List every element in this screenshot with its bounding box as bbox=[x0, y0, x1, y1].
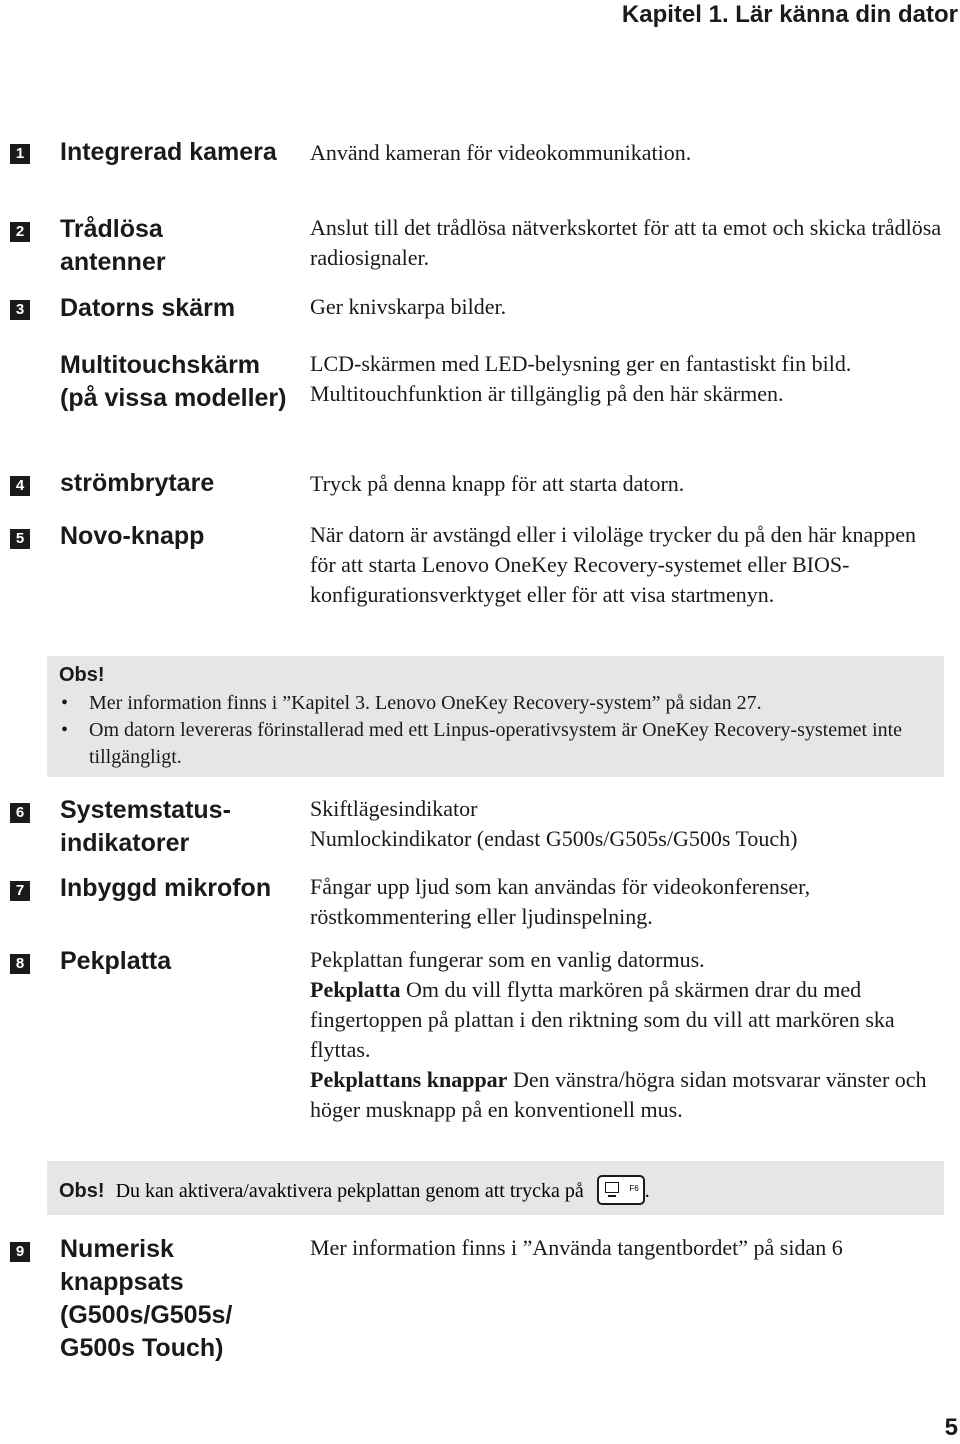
item-number: 8 bbox=[10, 954, 30, 974]
item-number: 2 bbox=[10, 222, 30, 242]
item-number: 9 bbox=[10, 1242, 30, 1262]
note-title: Obs! bbox=[59, 664, 105, 686]
touchpad-icon bbox=[605, 1182, 619, 1193]
item-number: 6 bbox=[10, 803, 30, 823]
item-number: 4 bbox=[10, 476, 30, 496]
page-number: 5 bbox=[944, 1414, 958, 1441]
chapter-header: Kapitel 1. Lär känna din dator bbox=[621, 1, 958, 28]
note-bullet-item: • Mer information finns i ”Kapitel 3. Lenovo OneKey Recovery-system” på sidan 27. bbox=[47, 690, 927, 717]
item-number: 5 bbox=[10, 529, 30, 549]
note-bullet-item: • Om datorn levereras förinstallerad med ett Linpus-operativsystem är OneKey Recovery-systemet inte tillgängligt. bbox=[61, 719, 903, 768]
item-label: Trådlösa antenner bbox=[60, 215, 166, 276]
item-number: 3 bbox=[10, 300, 30, 320]
item-description: LCD-skärmen med LED-belysning ger en fantastiskt fin bild. Multitouchfunktion är tillgänglig på den här skärmen. bbox=[310, 351, 852, 406]
item-label: Integrerad kamera bbox=[60, 138, 277, 166]
item-description: Anslut till det trådlösa nätverkskortet för att ta emot och skicka trådlösa radiosignaler. bbox=[310, 215, 942, 270]
item-description: När datorn är avstängd eller i viloläge trycker du på den här knappen för att starta Lenovo OneKey Recovery-systemet eller BIOS-konfigurationsverktyget eller för att visa startmenyn. bbox=[310, 522, 916, 607]
item-label: Numerisk knappsats (G500s/G505s/ G500s Touch) bbox=[60, 1235, 233, 1362]
item-label: Novo-knapp bbox=[60, 522, 205, 550]
note-list bbox=[47, 690, 927, 771]
item-description: Ger knivskarpa bilder. bbox=[310, 294, 507, 319]
item-description: Tryck på denna knapp för att starta datorn. bbox=[310, 471, 685, 496]
note-box bbox=[47, 656, 944, 777]
note-box: Obs! Du kan aktivera/avaktivera pekplattan genom att trycka på F6 . bbox=[47, 1161, 944, 1215]
item-label: Systemstatus-indikatorer bbox=[60, 796, 231, 857]
item-number: 1 bbox=[10, 144, 30, 164]
item-label: Pekplatta bbox=[60, 947, 172, 975]
item-description: Använd kameran för videokommunikation. bbox=[310, 140, 692, 165]
item-description: Mer information finns i ”Använda tangentbordet” på sidan 6 bbox=[310, 1235, 843, 1260]
item-description: Pekplattan fungerar som en vanlig datormus. Pekplatta Om du vill flytta markören på skärmen drar du med fingertoppen på plattan i den riktning som du vill att markören ska flyttas. Pekplattans knappar Den vänstra/högra sidan motsvarar vänster och höger musknapp på en konventionell mus. bbox=[310, 947, 927, 1122]
note-title: Obs! bbox=[59, 1180, 105, 1202]
note-text: Du kan aktivera/avaktivera pekplattan genom att trycka på bbox=[115, 1180, 584, 1202]
key-label: F6 bbox=[629, 1184, 639, 1193]
f6-key-icon bbox=[597, 1175, 645, 1205]
item-label: Multitouchskärm (på vissa modeller) bbox=[60, 351, 287, 412]
bullet-icon: • bbox=[61, 692, 69, 714]
bullet-icon: • bbox=[61, 719, 69, 741]
item-label: strömbrytare bbox=[60, 469, 215, 497]
item-number: 7 bbox=[10, 881, 30, 901]
item-description: Fångar upp ljud som kan användas för videokonferenser, röstkommentering eller ljudinspelning. bbox=[310, 874, 811, 929]
item-label: Inbyggd mikrofon bbox=[60, 874, 272, 902]
item-label: Datorns skärm bbox=[60, 294, 236, 322]
item-description: Skiftlägesindikator Numlockindikator (endast G500s/G505s/G500s Touch) bbox=[310, 796, 798, 851]
